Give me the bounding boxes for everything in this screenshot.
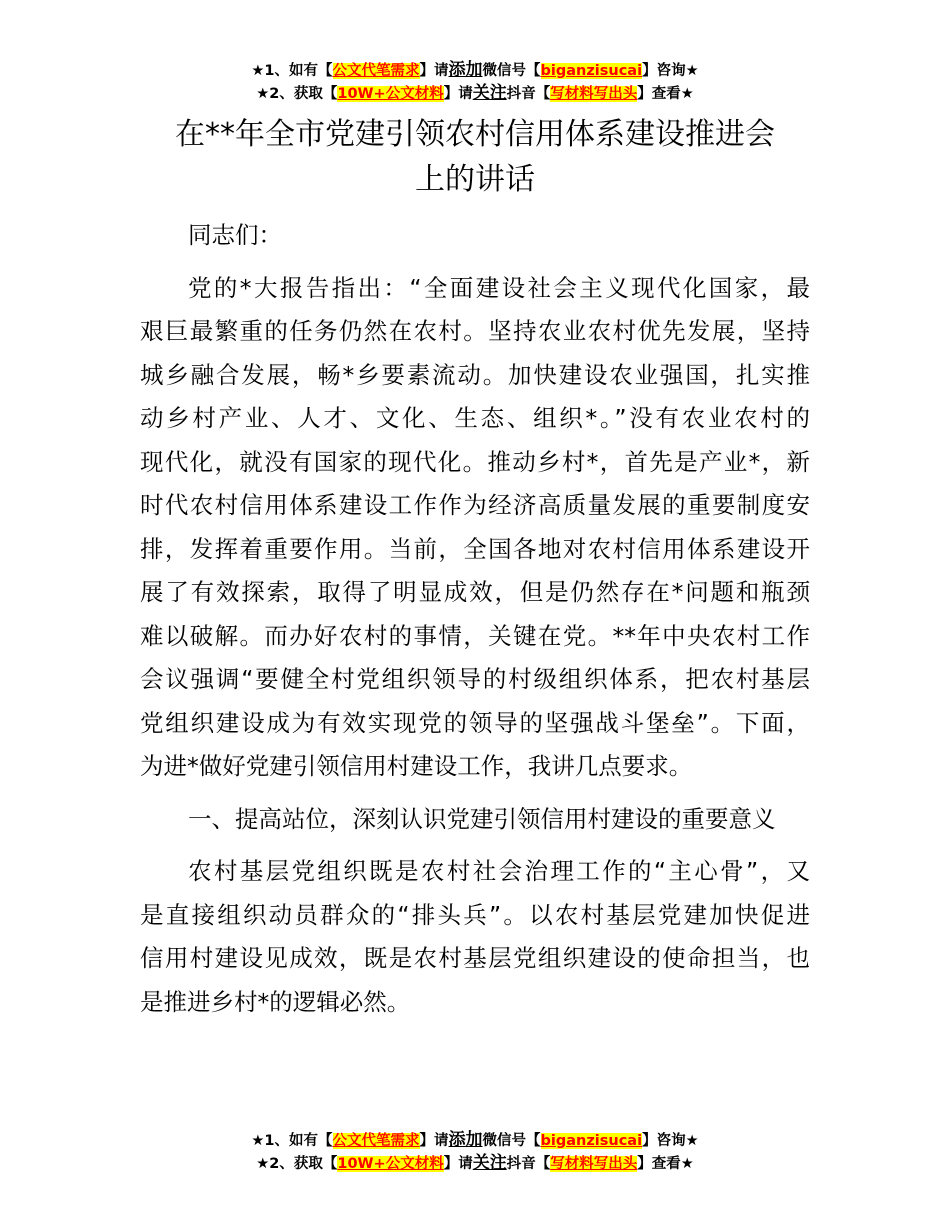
footer-banner (0, 1129, 950, 1175)
banner-highlight: 写材料写出头 (550, 1156, 638, 1172)
text-line: 同志们： (188, 221, 282, 249)
banner-highlight: 写材料写出头 (550, 86, 638, 102)
banner-text: 】查看★ (637, 1156, 694, 1172)
text-line: 现代化，就没有国家的现代化。推动乡村*，首先是产业*，新 (140, 447, 810, 476)
text-line: 为进*做好党建引领信用村建设工作，我讲几点要求。 (140, 752, 693, 780)
text-line: 艰巨最繁重的任务仍然在农村。坚持农业农村优先发展，坚持 (140, 317, 810, 345)
document-body (140, 214, 810, 1033)
banner-text: 】咨询★ (642, 63, 699, 79)
banner-text: 微信号【 (482, 63, 541, 79)
banner-emphasis: 关注 (472, 1153, 507, 1173)
banner-highlight: 10W+公文材料 (337, 86, 444, 102)
banner-text: 微信号【 (482, 1133, 541, 1149)
banner-highlight: biganzisucai (540, 1133, 643, 1149)
banner-highlight: biganzisucai (540, 63, 643, 79)
text-line: 难以破解。而办好农村的事情，关键在党。**年中央农村工作 (140, 621, 810, 650)
title-line: 上的讲话 (415, 162, 535, 197)
banner-emphasis: 添加 (448, 1130, 483, 1150)
banner-text: ★2、获取【 (256, 86, 338, 102)
text-line: 展了有效探索，取得了明显成效，但是仍然存在*问题和瓶颈 (140, 578, 810, 606)
banner-text: ★1、如有【 (251, 1133, 333, 1149)
banner-text: 】请 (443, 86, 473, 102)
text-line: 城乡融合发展，畅*乡要素流动。加快建设农业强国，扎实推 (140, 360, 810, 389)
section-heading (140, 798, 810, 842)
banner-highlight: 公文代笔需求 (332, 1133, 420, 1149)
banner-text: 】请 (419, 1133, 449, 1149)
banner-line-1 (0, 1129, 950, 1152)
paragraph (140, 850, 810, 1024)
text-line: 是推进乡村*的逻辑必然。 (140, 987, 411, 1016)
banner-line-2 (0, 82, 950, 105)
banner-emphasis: 关注 (472, 83, 507, 103)
text-line: 动乡村产业、人才、文化、生态、组织*。”没有农业农村的 (140, 404, 810, 432)
text-line: 信用村建设见成效，既是农村基层党组织建设的使命担当，也 (140, 944, 810, 972)
text-line: 会议强调“要健全村党组织领导的村级组织体系，把农村基层 (140, 665, 810, 693)
text-line: 党的*大报告指出：“全面建设社会主义现代化国家，最 (188, 273, 810, 302)
paragraph (140, 267, 810, 789)
banner-text: ★1、如有【 (251, 63, 333, 79)
text-line: 时代农村信用体系建设工作作为经济高质量发展的重要制度安 (140, 491, 810, 519)
banner-text: 】请 (419, 63, 449, 79)
banner-line-1 (0, 59, 950, 82)
banner-highlight: 10W+公文材料 (337, 1156, 444, 1172)
document-title (140, 112, 810, 202)
banner-text: ★2、获取【 (256, 1156, 338, 1172)
banner-text: 抖音【 (506, 1156, 551, 1172)
text-line: 党组织建设成为有效实现党的领导的坚强战斗堡垒”。下面， (140, 708, 810, 737)
title-line: 在**年全市党建引领农村信用体系建设推进会 (175, 117, 775, 152)
paragraph (140, 214, 810, 258)
text-line: 是直接组织动员群众的“排头兵”。以农村基层党建加快促进 (140, 900, 810, 929)
text-line: 一、提高站位，深刻认识党建引领信用村建设的重要意义 (188, 804, 776, 833)
banner-text: 】咨询★ (642, 1133, 699, 1149)
banner-emphasis: 添加 (448, 60, 483, 80)
text-line: 排，发挥着重要作用。当前，全国各地对农村信用体系建设开 (140, 534, 810, 563)
text-line: 农村基层党组织既是农村社会治理工作的“主心骨”，又 (188, 857, 810, 885)
banner-text: 抖音【 (506, 86, 551, 102)
header-banner (0, 59, 950, 105)
banner-line-2 (0, 1152, 950, 1175)
banner-text: 】请 (443, 1156, 473, 1172)
banner-text: 】查看★ (637, 86, 694, 102)
banner-highlight: 公文代笔需求 (332, 63, 420, 79)
